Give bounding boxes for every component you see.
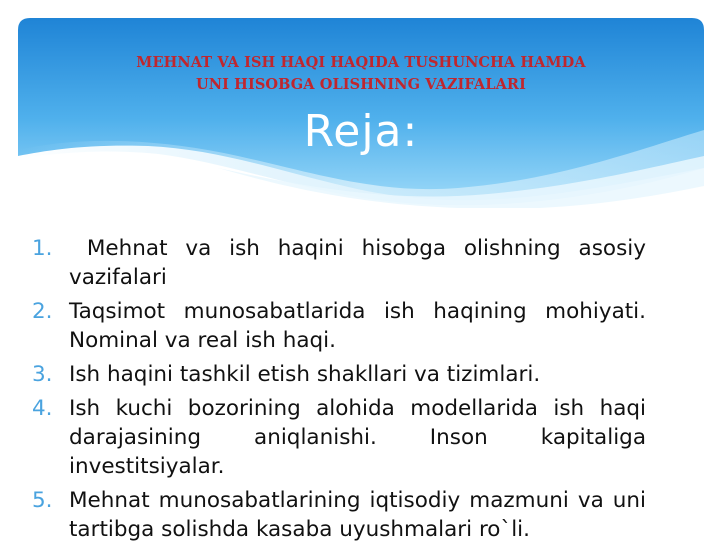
agenda-item — [32, 234, 653, 292]
item-number: 5. — [32, 488, 53, 513]
agenda-item — [32, 297, 646, 355]
item-number: 2. — [32, 299, 53, 324]
item-text: Mehnat va ish haqini hisobga olishning asosiy vazifalari — [69, 236, 653, 290]
agenda-item — [32, 486, 646, 544]
item-text: Taqsimot munosabatlarida ish haqining mohiyati. Nominal va real ish haqi. — [69, 299, 646, 353]
item-text: Ish haqini tashkil etish shakllari va tizimlari. — [69, 362, 541, 387]
item-number: 4. — [32, 396, 53, 421]
item-number: 3. — [32, 362, 53, 387]
slide-subtitle: Reja: — [303, 106, 419, 157]
agenda-item — [32, 360, 646, 389]
agenda-list — [32, 234, 653, 549]
item-text: Ish kuchi bozorining alohida modellarida ish haqi darajasining aniqlanishi. Inson kapitaliga investitsiyalar. — [69, 396, 646, 479]
agenda-item — [32, 394, 646, 481]
item-number: 1. — [32, 236, 53, 261]
item-text: Mehnat munosabatlarining iqtisodiy mazmuni va uni tartibga solishda kasaba uyushmalari ro`li. — [69, 488, 646, 542]
slide-title-line-1: MEHNAT VA ISH HAQI HAQIDA TUSHUNCHA HAMDA — [136, 54, 586, 71]
header-banner — [18, 18, 704, 208]
slide-title-line-2: UNI HISOBGA OLISHNING VAZIFALARI — [196, 76, 526, 93]
